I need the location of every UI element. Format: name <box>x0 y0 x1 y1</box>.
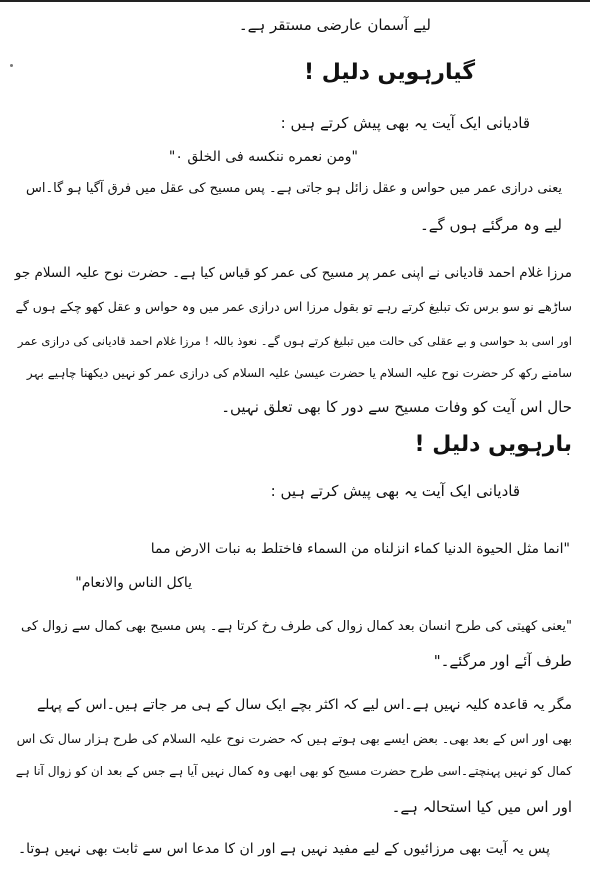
text-line: کمال کو نہیں پہنچتے۔اسی طرح حضرت مسیح کو بھی ابھی وہ کمال نہیں آیا ہے جس کے بعد ان کو زوال آنا ہے <box>15 764 572 778</box>
text-line: بھی اور اس کے بعد بھی۔ بعض ایسے بھی ہوتے ہیں کہ حضرت نوح علیہ السلام کی طرح ہزار سال تک اس <box>16 731 572 746</box>
text-line: "یعنی کھیتی کی طرح انسان بعد کمال زوال کی طرف رخ کرتا ہے۔ پس مسیح بھی کمال سے زوال کی <box>21 619 572 634</box>
text-line: یعنی درازی عمر میں حواس و عقل زائل ہو جاتی ہے۔ پس مسیح کی عقل میں فرق آگیا ہو گا۔اس <box>26 181 562 196</box>
section-heading-twelfth-argument: بارہویں دلیل ! <box>414 432 572 457</box>
text-line: مگر یہ قاعدہ کلیہ نہیں ہے۔اس لیے کہ اکثر بچے ایک سال کے ہی مر جاتے ہیں۔اس کے پہلے <box>36 697 572 713</box>
text-line: لیے وہ مرگئے ہوں گے۔ <box>419 216 562 234</box>
text-line: پس یہ آیت بھی مرزائیوں کے لیے مفید نہیں ہے اور ان کا مدعا اس سے ثابت بھی نہیں ہوتا۔ <box>17 841 550 857</box>
text-line: لیے آسمان عارضی مستقر ہے۔ <box>238 16 431 34</box>
text-line: سامنے رکھ کر حضرت نوح علیہ السلام یا حضرت عیسیٰ علیہ السلام کی درازی عمر کو نہیں دیکھنا چاہیے بہر <box>26 366 572 380</box>
scan-speck <box>10 64 13 67</box>
text-line: اور اسی بد حواسی و بے عقلی کی حالت میں تبلیغ کرتے ہوں گے۔ نعوذ باللہ ! مرزا غلام احمد قادیانی کی درازی عمر <box>17 334 572 348</box>
text-line: مرزا غلام احمد قادیانی نے اپنی عمر پر مسیح کی عمر کو قیاس کیا ہے۔ حضرت نوح علیہ السلام جو <box>14 265 572 281</box>
top-border-line <box>0 0 590 2</box>
quran-verse-line: "انما مثل الحيوة الدنيا كماء انزلناه من السماء فاختلط به نبات الارض مما <box>150 541 570 557</box>
section-heading-eleventh-argument: گیارہویں دلیل ! <box>304 60 475 85</box>
text-line: ساڑھے نو سو برس تک تبلیغ کرتے رہے تو بقول مرزا اس درازی عمر میں وہ حواس و عقل کھو چکے ہوں گے <box>15 299 572 314</box>
text-line: قادیانی ایک آیت یہ بھی پیش کرتے ہیں : <box>270 482 520 500</box>
text-line: قادیانی ایک آیت یہ بھی پیش کرتے ہیں : <box>280 114 530 132</box>
text-line: طرف آئے اور مرگئے۔" <box>433 652 572 670</box>
quran-verse-line: "ومن نعمره ننكسه فى الخلق ٠" <box>168 149 358 165</box>
text-line: حال اس آیت کو وفات مسیح سے دور کا بھی تعلق نہیں۔ <box>221 398 572 416</box>
text-line: اور اس میں کیا استحالہ ہے۔ <box>391 798 572 816</box>
quran-verse-line: ياكل الناس والانعام" <box>75 575 192 591</box>
